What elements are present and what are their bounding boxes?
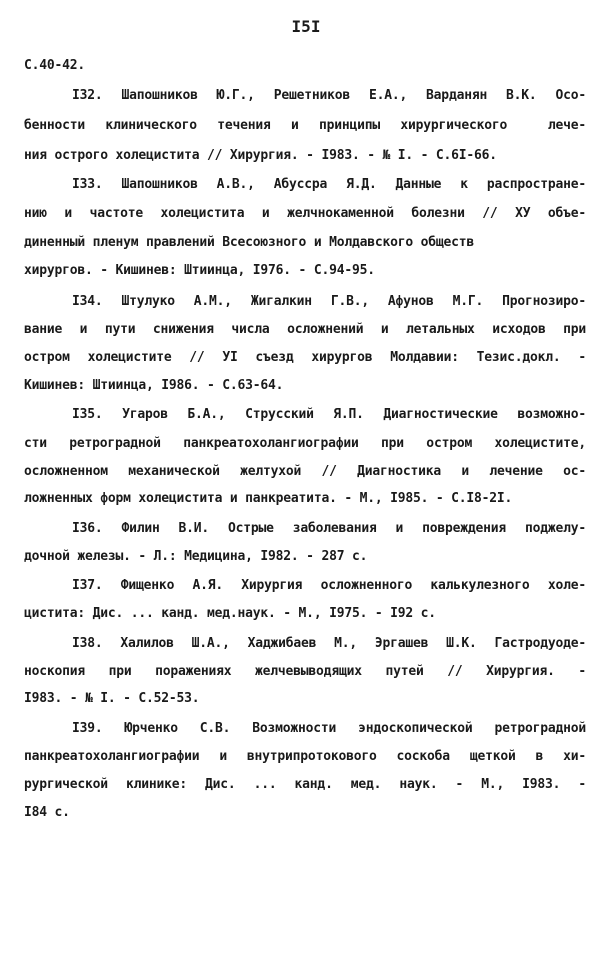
reference-137-line: I37. Фищенко А.Я. Хирургия осложненного калькулезного холе- — [72, 578, 586, 593]
reference-139-line: рургической клинике: Дис. ... канд. мед. наук. - М., I983. - — [24, 777, 586, 792]
page-number: I5I — [291, 17, 321, 36]
reference-134-line: остром холецистите // УI съезд хирургов Молдавии: Тезис.докл. - — [24, 350, 586, 365]
reference-132-line: I32. Шапошников Ю.Г., Решетников Е.А., Варданян В.К. Осо- — [72, 88, 586, 103]
reference-133-line: хирургов. - Кишинев: Штиинца, I976. - С.94-95. — [24, 263, 375, 278]
reference-133-line: I33. Шапошников А.В., Абуссра Я.Д. Данные к распростране- — [72, 177, 586, 192]
reference-138-line: I38. Халилов Ш.А., Хаджибаев М., Эргашев Ш.К. Гастродуоде- — [72, 636, 586, 651]
reference-138-line: носкопия при поражениях желчевыводящих путей // Хирургия. - — [24, 664, 586, 679]
reference-135-line: сти ретроградной панкреатохолангиографии при остром холецистите, — [24, 436, 586, 451]
reference-134-line: Кишинев: Штиинца, I986. - С.63-64. — [24, 378, 284, 393]
reference-138-line: I983. - № I. - С.52-53. — [24, 691, 200, 706]
reference-132-line: ния острого холецистита // Хирургия. - I983. - № I. - С.6I-66. — [24, 148, 497, 163]
reference-135-line: осложненном механической желтухой // Диагностика и лечение ос- — [24, 464, 586, 479]
reference-135-line: I35. Угаров Б.А., Струсский Я.П. Диагностические возможно- — [72, 407, 586, 422]
reference-133-line: нию и частоте холецистита и желчнокаменной болезни // ХУ объе- — [24, 206, 586, 221]
reference-139-line: I84 с. — [24, 805, 70, 820]
reference-134-line: вание и пути снижения числа осложнений и летальных исходов при — [24, 322, 586, 337]
reference-137-line: цистита: Дис. ... канд. мед.наук. - М., I975. - I92 с. — [24, 606, 436, 621]
reference-134-line: I34. Штулуко А.М., Жигалкин Г.В., Афунов М.Г. Прогнозиро- — [72, 294, 586, 309]
reference-132-line: бенности клинического течения и принципы хирургического лече- — [24, 118, 586, 133]
reference-136-line: I36. Филин В.И. Острые заболевания и повреждения поджелу- — [72, 521, 586, 536]
reference-136-line: дочной железы. - Л.: Медицина, I982. - 287 с. — [24, 549, 368, 564]
reference-133-line: диненный пленум правлений Всесоюзного и Молдавского обществ — [24, 235, 474, 250]
reference-135-line: ложненных форм холецистита и панкреатита. - М., I985. - С.I8-2I. — [24, 491, 513, 506]
reference-139-line: панкреатохолангиографии и внутрипротокового соскоба щеткой в хи- — [24, 749, 586, 764]
reference-139-line: I39. Юрченко С.В. Возможности эндоскопической ретроградной — [72, 721, 586, 736]
text-line: С.40-42. — [24, 58, 86, 73]
